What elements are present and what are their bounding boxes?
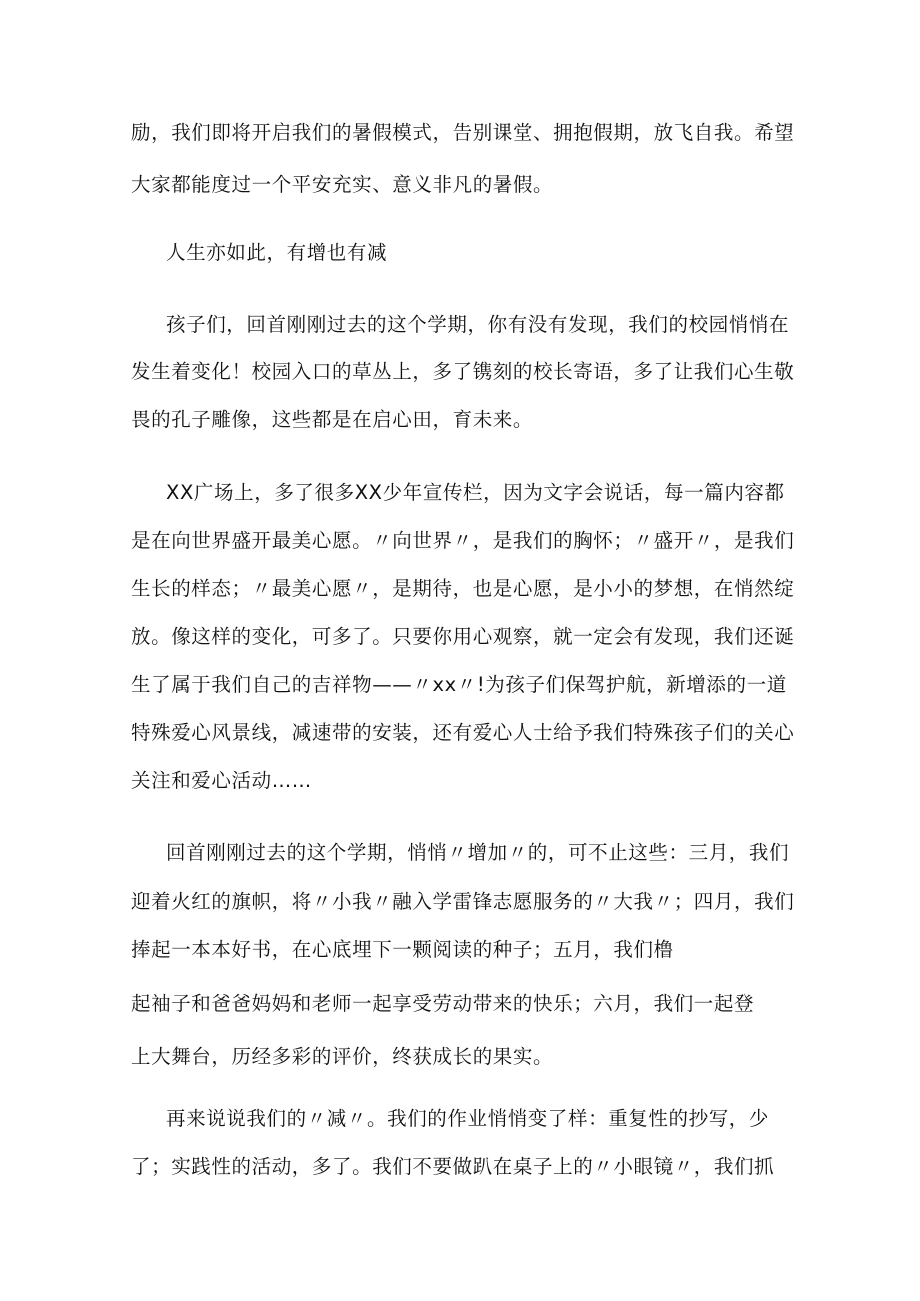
paragraph-line: 放。像这样的变化，可多了。只要你用心观察，就一定会有发现，我们还诞 <box>131 625 795 648</box>
paragraph-line: 回首刚刚过去的这个学期，悄悄〃增加〃的，可不止这些：三月，我们 <box>166 841 790 864</box>
paragraph-line: 再来说说我们的〃减〃。我们的作业悄悄变了样：重复性的抄写，少 <box>166 1107 770 1130</box>
paragraph-line: 起袖子和爸爸妈妈和老师一起享受劳动带来的快乐；六月，我们一起登 <box>131 992 755 1015</box>
paragraph-line: 发生着变化！校园入口的草丛上，多了镌刻的校长寄语，多了让我们心生敬 <box>131 360 795 383</box>
paragraph-line: 大家都能度过一个平安充实、意义非凡的暑假。 <box>131 173 554 196</box>
paragraph-line: 了；实践性的活动，多了。我们不要做趴在桌子上的〃小眼镜〃，我们抓 <box>131 1155 775 1178</box>
paragraph-line: 是在向世界盛开最美心愿。〃向世界〃，是我们的胸怀；〃盛开〃，是我们 <box>131 529 795 552</box>
paragraph-line: 迎着火红的旗帜，将〃小我〃融入学雷锋志愿服务的〃大我〃；四月，我们 <box>131 890 795 913</box>
paragraph-line: 生长的样态；〃最美心愿〃，是期待，也是心愿，是小小的梦想，在悄然绽 <box>131 577 795 600</box>
paragraph-line: 励，我们即将开启我们的暑假模式，告别课堂、拥抱假期，放飞自我。希望 <box>131 121 795 144</box>
paragraph-line: 孩子们，回首刚刚过去的这个学期，你有没有发现，我们的校园悄悄在 <box>166 313 790 336</box>
paragraph-line: 关注和爱心活动…… <box>131 769 312 792</box>
paragraph-line: 特殊爱心风景线，减速带的安装，还有爱心人士给予我们特殊孩子们的关心 <box>131 721 795 744</box>
paragraph-line: 上大舞台，历经多彩的评价，终获成长的果实。 <box>131 1045 554 1068</box>
paragraph-line: XX广场上，多了很多XX少年宣传栏，因为文字会说话，每一篇内容都 <box>166 481 785 504</box>
section-heading: 人生亦如此，有增也有减 <box>166 241 388 264</box>
paragraph-line: 生了属于我们自己的吉祥物——〃xx〃!为孩子们保驾护航，新增添的一道 <box>131 673 787 696</box>
paragraph-line: 畏的孔子雕像，这些都是在启心田，育未来。 <box>131 408 534 431</box>
paragraph-line: 捧起一本本好书，在心底埋下一颗阅读的种子；五月，我们橹 <box>131 938 674 961</box>
